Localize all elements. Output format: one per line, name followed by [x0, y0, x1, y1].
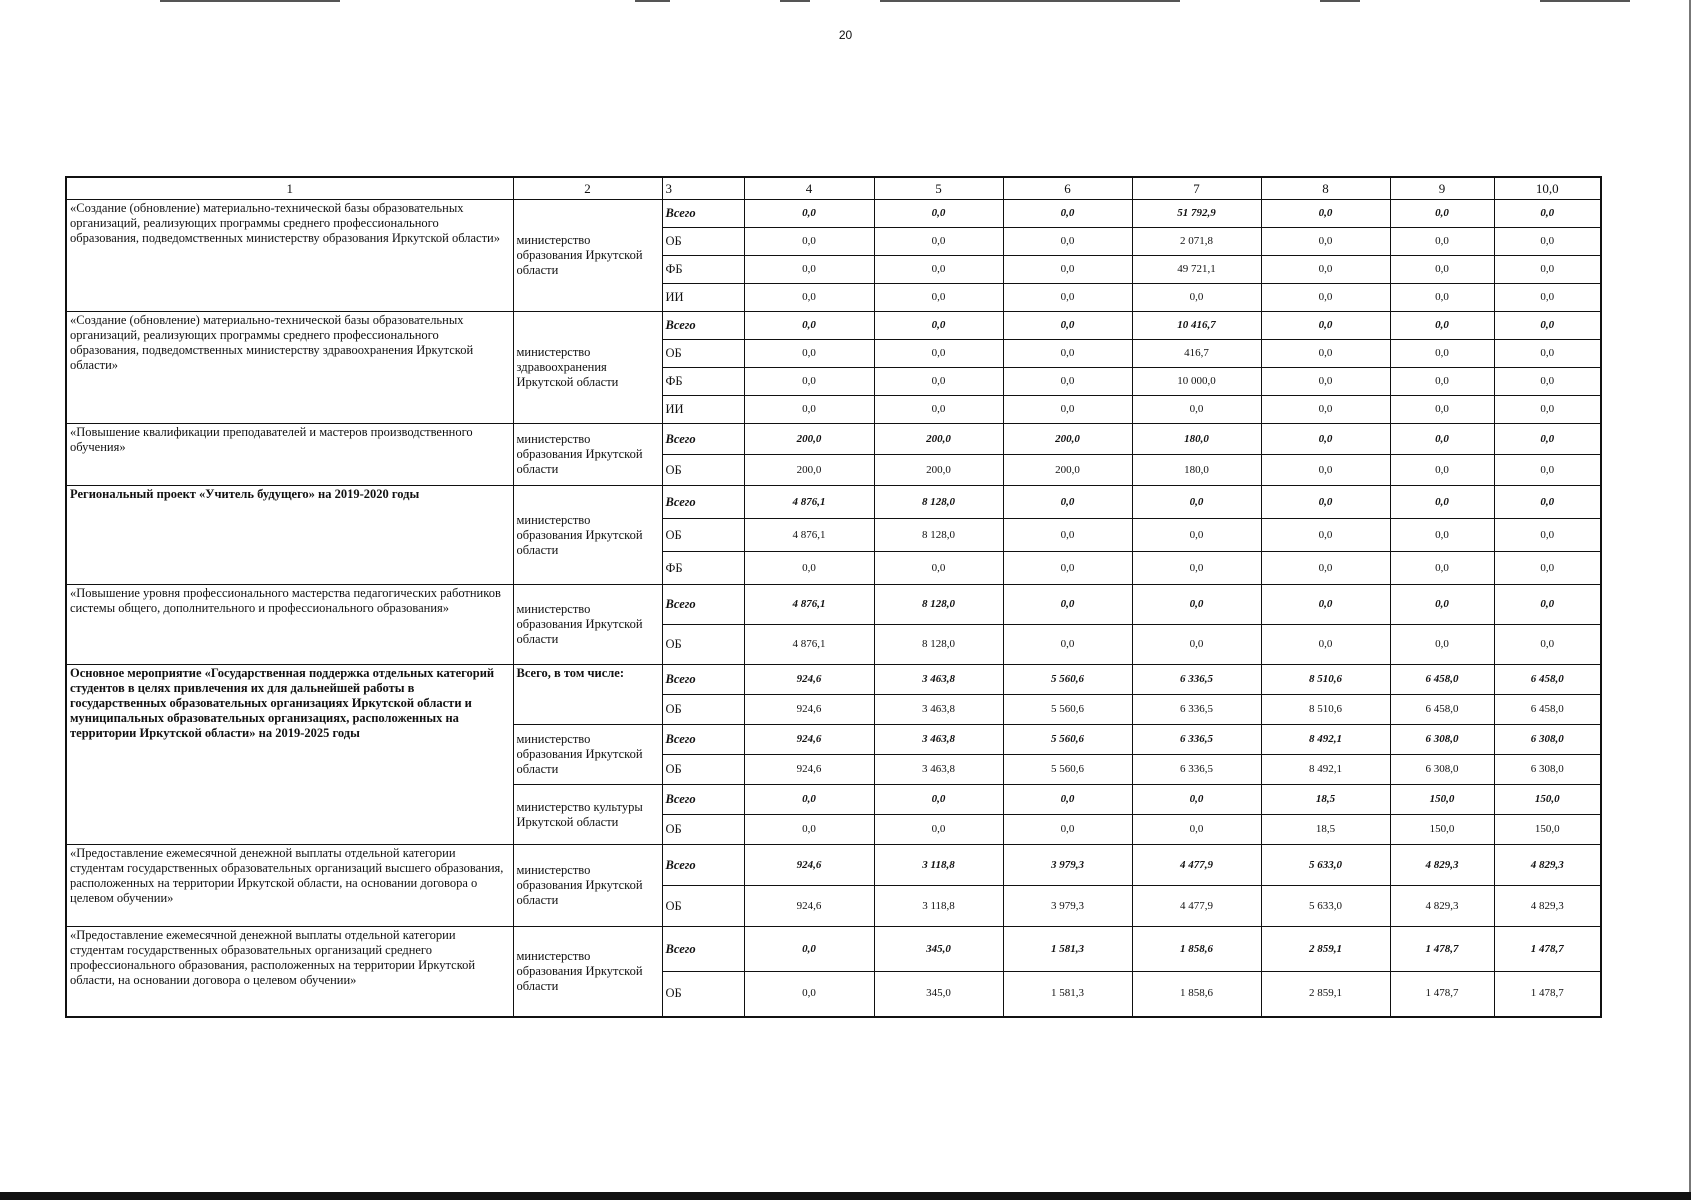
amount-cell: 345,0 — [874, 927, 1003, 972]
amount-cell: 0,0 — [874, 552, 1003, 585]
amount-cell: 0,0 — [1003, 228, 1132, 256]
amount-cell: 3 463,8 — [874, 755, 1003, 785]
event-name: Региональный проект «Учитель будущего» на 2019-2020 годы — [66, 486, 513, 585]
amount-cell: 0,0 — [1494, 312, 1601, 340]
column-number: 1 — [66, 177, 513, 200]
funding-source: Всего — [662, 424, 744, 455]
amount-cell: 200,0 — [874, 424, 1003, 455]
column-number: 3 — [662, 177, 744, 200]
amount-cell: 200,0 — [874, 455, 1003, 486]
amount-cell: 0,0 — [1390, 519, 1494, 552]
funding-source: ОБ — [662, 972, 744, 1017]
amount-cell: 0,0 — [1261, 228, 1390, 256]
amount-cell: 0,0 — [1390, 455, 1494, 486]
amount-cell: 0,0 — [1261, 368, 1390, 396]
scan-bottom-edge — [0, 1192, 1691, 1200]
funding-source: Всего — [662, 312, 744, 340]
amount-cell: 1 478,7 — [1390, 972, 1494, 1017]
amount-cell: 150,0 — [1494, 785, 1601, 815]
funding-source: ОБ — [662, 815, 744, 845]
amount-cell: 8 128,0 — [874, 585, 1003, 625]
amount-cell: 0,0 — [1003, 340, 1132, 368]
table-row — [66, 585, 1601, 625]
amount-cell: 0,0 — [1390, 368, 1494, 396]
amount-cell: 0,0 — [1261, 396, 1390, 424]
amount-cell: 5 560,6 — [1003, 695, 1132, 725]
table-row — [66, 486, 1601, 519]
amount-cell: 0,0 — [1494, 340, 1601, 368]
amount-cell: 0,0 — [1261, 455, 1390, 486]
table-row — [66, 665, 1601, 695]
amount-cell: 18,5 — [1261, 815, 1390, 845]
amount-cell: 0,0 — [1261, 200, 1390, 228]
executor: министерство образования Иркутской области — [513, 200, 662, 312]
amount-cell: 5 633,0 — [1261, 845, 1390, 886]
amount-cell: 200,0 — [1003, 424, 1132, 455]
amount-cell: 3 979,3 — [1003, 886, 1132, 927]
amount-cell: 0,0 — [744, 256, 874, 284]
amount-cell: 0,0 — [874, 340, 1003, 368]
page-number: 20 — [838, 28, 853, 42]
funding-source: Всего — [662, 725, 744, 755]
amount-cell: 924,6 — [744, 665, 874, 695]
amount-cell: 10 000,0 — [1132, 368, 1261, 396]
amount-cell: 0,0 — [874, 785, 1003, 815]
amount-cell: 0,0 — [1390, 200, 1494, 228]
amount-cell: 924,6 — [744, 886, 874, 927]
amount-cell: 0,0 — [1003, 585, 1132, 625]
executor: министерство образования Иркутской области — [513, 725, 662, 785]
amount-cell: 0,0 — [744, 312, 874, 340]
budget-table-body — [66, 177, 1601, 1017]
amount-cell: 0,0 — [1003, 256, 1132, 284]
amount-cell: 0,0 — [874, 256, 1003, 284]
amount-cell: 4 876,1 — [744, 486, 874, 519]
funding-source: ФБ — [662, 368, 744, 396]
amount-cell: 0,0 — [744, 340, 874, 368]
funding-source: Всего — [662, 486, 744, 519]
funding-source: ОБ — [662, 228, 744, 256]
amount-cell: 6 336,5 — [1132, 755, 1261, 785]
funding-source: ОБ — [662, 519, 744, 552]
amount-cell: 6 308,0 — [1390, 755, 1494, 785]
scan-top-marks — [0, 0, 1691, 4]
amount-cell: 0,0 — [1132, 552, 1261, 585]
event-name: «Создание (обновление) материально-технической базы образовательных организаций, реализующих программы среднего профессионального образования, подведомственных министерству образования Иркутской области» — [66, 200, 513, 312]
column-number: 6 — [1003, 177, 1132, 200]
amount-cell: 6 458,0 — [1494, 695, 1601, 725]
amount-cell: 180,0 — [1132, 424, 1261, 455]
amount-cell: 0,0 — [1494, 625, 1601, 665]
amount-cell: 150,0 — [1390, 815, 1494, 845]
amount-cell: 0,0 — [1494, 519, 1601, 552]
amount-cell: 0,0 — [1003, 519, 1132, 552]
amount-cell: 4 829,3 — [1390, 845, 1494, 886]
executor: министерство образования Иркутской области — [513, 927, 662, 1017]
amount-cell: 0,0 — [874, 396, 1003, 424]
amount-cell: 8 128,0 — [874, 625, 1003, 665]
amount-cell: 49 721,1 — [1132, 256, 1261, 284]
amount-cell: 6 458,0 — [1494, 665, 1601, 695]
amount-cell: 3 979,3 — [1003, 845, 1132, 886]
column-number: 2 — [513, 177, 662, 200]
executor: Всего, в том числе: — [513, 665, 662, 725]
column-number: 9 — [1390, 177, 1494, 200]
amount-cell: 6 336,5 — [1132, 725, 1261, 755]
amount-cell: 4 876,1 — [744, 519, 874, 552]
table-row — [66, 927, 1601, 972]
amount-cell: 0,0 — [1132, 815, 1261, 845]
amount-cell: 6 336,5 — [1132, 665, 1261, 695]
amount-cell: 0,0 — [744, 284, 874, 312]
amount-cell: 180,0 — [1132, 455, 1261, 486]
amount-cell: 0,0 — [1261, 486, 1390, 519]
budget-table — [65, 176, 1602, 1018]
amount-cell: 3 463,8 — [874, 725, 1003, 755]
executor: министерство образования Иркутской области — [513, 424, 662, 486]
amount-cell: 5 560,6 — [1003, 725, 1132, 755]
event-name: «Повышение уровня профессионального мастерства педагогических работников системы общего, дополнительного и профессионального образования» — [66, 585, 513, 665]
funding-source: ОБ — [662, 455, 744, 486]
amount-cell: 8 492,1 — [1261, 755, 1390, 785]
funding-source: ФБ — [662, 256, 744, 284]
executor: министерство образования Иркутской области — [513, 486, 662, 585]
amount-cell: 8 492,1 — [1261, 725, 1390, 755]
amount-cell: 0,0 — [874, 312, 1003, 340]
amount-cell: 924,6 — [744, 695, 874, 725]
amount-cell: 0,0 — [1390, 228, 1494, 256]
amount-cell: 1 581,3 — [1003, 927, 1132, 972]
amount-cell: 4 477,9 — [1132, 845, 1261, 886]
amount-cell: 5 633,0 — [1261, 886, 1390, 927]
amount-cell: 1 478,7 — [1390, 927, 1494, 972]
funding-source: Всего — [662, 785, 744, 815]
funding-source: ИИ — [662, 284, 744, 312]
amount-cell: 0,0 — [1003, 396, 1132, 424]
amount-cell: 1 478,7 — [1494, 972, 1601, 1017]
amount-cell: 0,0 — [1261, 256, 1390, 284]
amount-cell: 924,6 — [744, 755, 874, 785]
amount-cell: 0,0 — [1494, 228, 1601, 256]
amount-cell: 0,0 — [744, 200, 874, 228]
main-event-name: Основное мероприятие «Государственная поддержка отдельных категорий студентов в целях привлечения их для дальнейшей работы в государственных образовательных организациях Иркутской области и муниципальных образовательных организациях, расположенных на территории Иркутской области» на 2019-2025 годы — [66, 665, 513, 845]
amount-cell: 5 560,6 — [1003, 755, 1132, 785]
amount-cell: 0,0 — [744, 396, 874, 424]
amount-cell: 1 478,7 — [1494, 927, 1601, 972]
amount-cell: 200,0 — [744, 424, 874, 455]
amount-cell: 6 336,5 — [1132, 695, 1261, 725]
amount-cell: 0,0 — [1003, 486, 1132, 519]
amount-cell: 0,0 — [1003, 284, 1132, 312]
amount-cell: 18,5 — [1261, 785, 1390, 815]
amount-cell: 0,0 — [1390, 424, 1494, 455]
amount-cell: 0,0 — [1261, 519, 1390, 552]
amount-cell: 0,0 — [1494, 284, 1601, 312]
amount-cell: 0,0 — [1261, 585, 1390, 625]
funding-source: ОБ — [662, 886, 744, 927]
event-name: «Повышение квалификации преподавателей и мастеров производственного обучения» — [66, 424, 513, 486]
amount-cell: 0,0 — [1261, 625, 1390, 665]
amount-cell: 2 859,1 — [1261, 927, 1390, 972]
funding-source: Всего — [662, 927, 744, 972]
amount-cell: 0,0 — [1132, 785, 1261, 815]
amount-cell: 4 876,1 — [744, 625, 874, 665]
amount-cell: 0,0 — [1003, 552, 1132, 585]
amount-cell: 0,0 — [1261, 312, 1390, 340]
amount-cell: 6 308,0 — [1390, 725, 1494, 755]
amount-cell: 6 458,0 — [1390, 665, 1494, 695]
executor: министерство образования Иркутской области — [513, 585, 662, 665]
amount-cell: 0,0 — [1261, 552, 1390, 585]
amount-cell: 0,0 — [744, 927, 874, 972]
amount-cell: 4 876,1 — [744, 585, 874, 625]
funding-source: ОБ — [662, 340, 744, 368]
funding-source: Всего — [662, 585, 744, 625]
amount-cell: 0,0 — [1494, 424, 1601, 455]
amount-cell: 0,0 — [744, 368, 874, 396]
amount-cell: 0,0 — [874, 228, 1003, 256]
amount-cell: 8 510,6 — [1261, 665, 1390, 695]
table-row — [66, 312, 1601, 340]
amount-cell: 0,0 — [1494, 368, 1601, 396]
amount-cell: 0,0 — [744, 552, 874, 585]
amount-cell: 0,0 — [1390, 284, 1494, 312]
amount-cell: 8 510,6 — [1261, 695, 1390, 725]
amount-cell: 0,0 — [1132, 519, 1261, 552]
amount-cell: 0,0 — [1132, 486, 1261, 519]
amount-cell: 10 416,7 — [1132, 312, 1261, 340]
amount-cell: 0,0 — [1132, 396, 1261, 424]
amount-cell: 0,0 — [1494, 486, 1601, 519]
amount-cell: 200,0 — [744, 455, 874, 486]
amount-cell: 2 859,1 — [1261, 972, 1390, 1017]
amount-cell: 0,0 — [874, 368, 1003, 396]
amount-cell: 0,0 — [1003, 625, 1132, 665]
amount-cell: 0,0 — [1390, 312, 1494, 340]
amount-cell: 5 560,6 — [1003, 665, 1132, 695]
amount-cell: 6 308,0 — [1494, 755, 1601, 785]
funding-source: ОБ — [662, 755, 744, 785]
amount-cell: 6 458,0 — [1390, 695, 1494, 725]
amount-cell: 0,0 — [874, 200, 1003, 228]
amount-cell: 416,7 — [1132, 340, 1261, 368]
amount-cell: 0,0 — [1494, 256, 1601, 284]
executor: министерство образования Иркутской области — [513, 845, 662, 927]
amount-cell: 0,0 — [1261, 284, 1390, 312]
amount-cell: 0,0 — [1003, 312, 1132, 340]
event-name: «Предоставление ежемесячной денежной выплаты отдельной категории студентам государственных образовательных организаций высшего образования, расположенных на территории Иркутской области, на основании договора о целевом обучении» — [66, 845, 513, 927]
event-name: «Создание (обновление) материально-технической базы образовательных организаций, реализующих программы среднего профессионального образования, подведомственных министерству здравоохранения Иркутской области» — [66, 312, 513, 424]
amount-cell: 4 829,3 — [1494, 845, 1601, 886]
amount-cell: 2 071,8 — [1132, 228, 1261, 256]
amount-cell: 0,0 — [1003, 200, 1132, 228]
amount-cell: 0,0 — [1261, 340, 1390, 368]
funding-source: Всего — [662, 200, 744, 228]
amount-cell: 200,0 — [1003, 455, 1132, 486]
amount-cell: 0,0 — [1003, 815, 1132, 845]
amount-cell: 8 128,0 — [874, 486, 1003, 519]
amount-cell: 0,0 — [1494, 552, 1601, 585]
column-number: 8 — [1261, 177, 1390, 200]
amount-cell: 924,6 — [744, 845, 874, 886]
amount-cell: 0,0 — [744, 228, 874, 256]
amount-cell: 51 792,9 — [1132, 200, 1261, 228]
amount-cell: 0,0 — [744, 815, 874, 845]
amount-cell: 0,0 — [874, 815, 1003, 845]
amount-cell: 3 118,8 — [874, 845, 1003, 886]
amount-cell: 150,0 — [1494, 815, 1601, 845]
amount-cell: 3 463,8 — [874, 695, 1003, 725]
amount-cell: 0,0 — [1390, 396, 1494, 424]
amount-cell: 0,0 — [1494, 200, 1601, 228]
amount-cell: 0,0 — [1390, 625, 1494, 665]
column-number: 4 — [744, 177, 874, 200]
amount-cell: 1 858,6 — [1132, 972, 1261, 1017]
amount-cell: 0,0 — [1494, 585, 1601, 625]
table-row — [66, 200, 1601, 228]
amount-cell: 0,0 — [1494, 455, 1601, 486]
amount-cell: 0,0 — [744, 785, 874, 815]
funding-source: ОБ — [662, 695, 744, 725]
event-name: «Предоставление ежемесячной денежной выплаты отдельной категории студентам государственных образовательных организаций среднего профессионального образования, расположенных на территории Иркутской области, на основании договора о целевом обучении» — [66, 927, 513, 1017]
amount-cell: 0,0 — [1132, 585, 1261, 625]
column-number: 5 — [874, 177, 1003, 200]
amount-cell: 3 463,8 — [874, 665, 1003, 695]
funding-source: ФБ — [662, 552, 744, 585]
amount-cell: 4 477,9 — [1132, 886, 1261, 927]
column-number: 10,0 — [1494, 177, 1601, 200]
amount-cell: 4 829,3 — [1494, 886, 1601, 927]
amount-cell: 0,0 — [1390, 340, 1494, 368]
amount-cell: 8 128,0 — [874, 519, 1003, 552]
amount-cell: 1 858,6 — [1132, 927, 1261, 972]
amount-cell: 150,0 — [1390, 785, 1494, 815]
amount-cell: 0,0 — [1390, 585, 1494, 625]
executor: министерство здравоохранения Иркутской области — [513, 312, 662, 424]
amount-cell: 0,0 — [1003, 368, 1132, 396]
funding-source: Всего — [662, 845, 744, 886]
funding-source: Всего — [662, 665, 744, 695]
amount-cell: 4 829,3 — [1390, 886, 1494, 927]
column-number-row — [66, 177, 1601, 200]
amount-cell: 0,0 — [1132, 284, 1261, 312]
amount-cell: 0,0 — [1261, 424, 1390, 455]
amount-cell: 0,0 — [1390, 486, 1494, 519]
table-row — [66, 424, 1601, 455]
amount-cell: 6 308,0 — [1494, 725, 1601, 755]
amount-cell: 0,0 — [1390, 256, 1494, 284]
amount-cell: 0,0 — [1494, 396, 1601, 424]
amount-cell: 0,0 — [744, 972, 874, 1017]
amount-cell: 0,0 — [1390, 552, 1494, 585]
funding-source: ОБ — [662, 625, 744, 665]
amount-cell: 0,0 — [1132, 625, 1261, 665]
amount-cell: 3 118,8 — [874, 886, 1003, 927]
funding-source: ИИ — [662, 396, 744, 424]
amount-cell: 0,0 — [874, 284, 1003, 312]
table-row — [66, 845, 1601, 886]
amount-cell: 345,0 — [874, 972, 1003, 1017]
amount-cell: 924,6 — [744, 725, 874, 755]
executor: министерство культуры Иркутской области — [513, 785, 662, 845]
amount-cell: 0,0 — [1003, 785, 1132, 815]
amount-cell: 1 581,3 — [1003, 972, 1132, 1017]
column-number: 7 — [1132, 177, 1261, 200]
